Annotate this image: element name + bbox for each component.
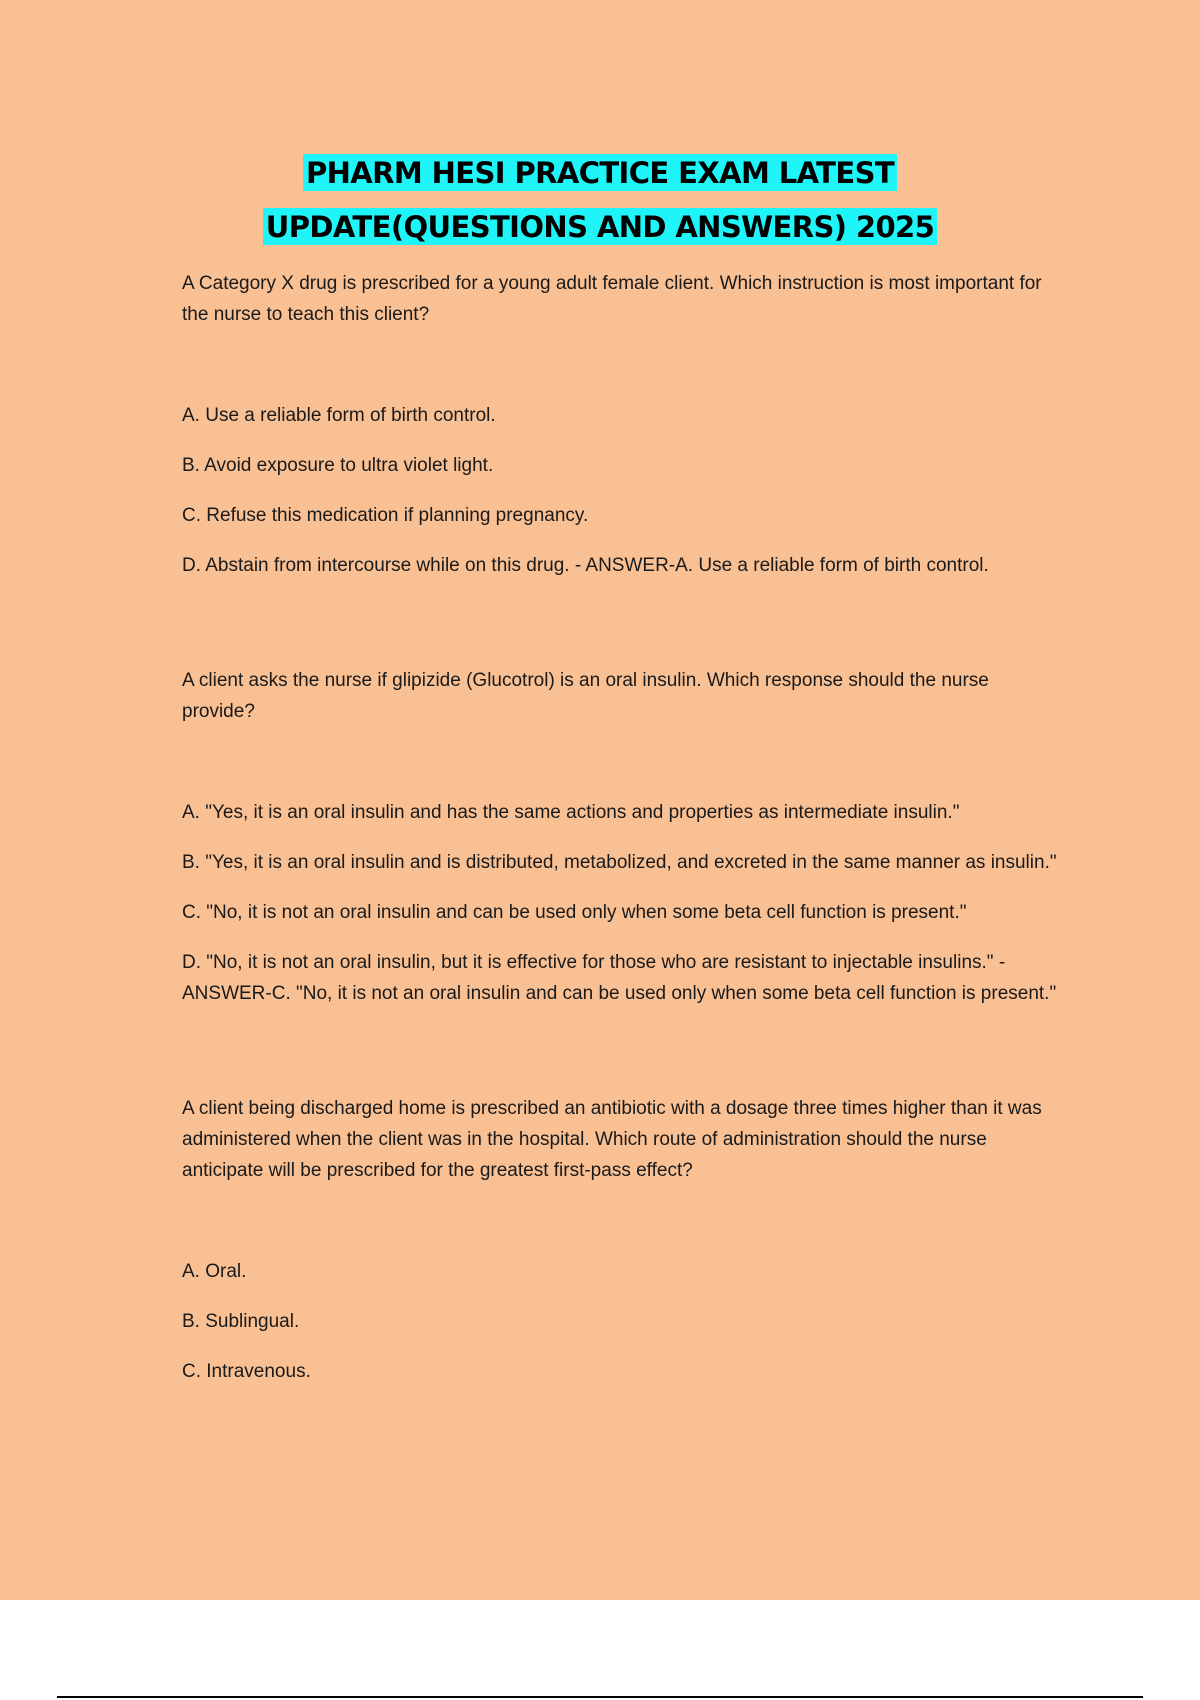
question-text: A client being discharged home is prescribed an antibiotic with a dosage three times higher than it was administered when the client was in the hospital. Which route of administration should the nurse anticipate will be prescribed for the greatest first-pass effect?: [182, 1098, 1042, 1181]
footer-divider: [57, 1696, 1143, 1698]
option-c: C. "No, it is not an oral insulin and can be used only when some beta cell function is present.": [182, 902, 967, 923]
option-c: C. Refuse this medication if planning pregnancy.: [182, 505, 589, 526]
option-d-with-answer: D. "No, it is not an oral insulin, but it is effective for those who are resistant to injectable insulins." - ANSWER-C. "No, it is not an oral insulin and can be used only when some beta cell function is present.": [182, 952, 1057, 1004]
title-line-2: UPDATE(QUESTIONS AND ANSWERS) 2025: [0, 200, 1200, 254]
option-b: B. Sublingual.: [182, 1311, 300, 1332]
question-text: A Category X drug is prescribed for a young adult female client. Which instruction is most important for the nurse to teach this client?: [182, 273, 1042, 325]
option-b: B. "Yes, it is an oral insulin and is distributed, metabolized, and excreted in the same manner as insulin.": [182, 852, 1057, 873]
option-a: A. "Yes, it is an oral insulin and has the same actions and properties as intermediate insulin.": [182, 802, 960, 823]
question-text: A client asks the nurse if glipizide (Glucotrol) is an oral insulin. Which response should the nurse provide?: [182, 670, 989, 722]
option-a: A. Oral.: [182, 1261, 247, 1282]
option-c: C. Intravenous.: [182, 1361, 311, 1382]
question-block-2: [182, 665, 1062, 1009]
option-d-with-answer: D. Abstain from intercourse while on this drug. - ANSWER-A. Use a reliable form of birth control.: [182, 555, 989, 576]
option-a: A. Use a reliable form of birth control.: [182, 405, 496, 426]
document-title: [0, 146, 1200, 254]
title-line-1: PHARM HESI PRACTICE EXAM LATEST: [0, 146, 1200, 200]
document-body: [182, 268, 1062, 1406]
question-block-1: [182, 268, 1062, 581]
question-block-3: [182, 1093, 1062, 1387]
option-b: B. Avoid exposure to ultra violet light.: [182, 455, 494, 476]
